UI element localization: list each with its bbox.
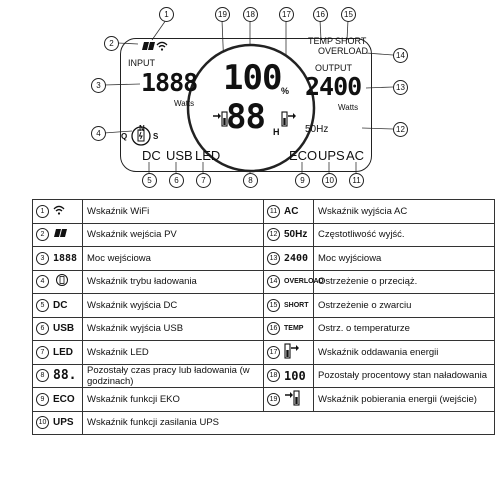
legend-number: 13 <box>267 252 280 265</box>
legend-desc: Pozostały czas pracy lub ładowania (w godzinach) <box>83 364 264 388</box>
legend-number: 12 <box>267 228 280 241</box>
callout-2: 2 <box>104 36 119 51</box>
legend-number: 2 <box>36 228 49 241</box>
overload-warning: OVERLOAD <box>318 46 369 56</box>
legend-left-icon-cell <box>33 247 83 271</box>
legend-number: 6 <box>36 322 49 335</box>
legend-number: 5 <box>36 299 49 312</box>
output-power-icon: 2400 <box>284 252 309 264</box>
legend-number: 15 <box>267 299 280 312</box>
legend-left-icon-cell <box>33 364 83 388</box>
legend-desc: Ostrzeżenie o zwarciu <box>314 294 495 318</box>
legend-left-icon-cell <box>33 317 83 341</box>
legend-desc: Wskaźnik trybu ładowania <box>83 270 264 294</box>
callout-4: 4 <box>91 126 106 141</box>
runtime-hours-icon: 88. <box>53 368 77 384</box>
ac-icon: AC <box>284 205 299 217</box>
legend-desc: Pozostały procentowy stan naładowania <box>314 364 495 388</box>
pv-input-icon <box>53 228 67 241</box>
ups-indicator: UPS <box>318 148 345 163</box>
callout-7: 7 <box>196 173 211 188</box>
legend-desc: Moc wejściowa <box>83 247 264 271</box>
legend-right-icon-cell <box>264 247 314 271</box>
legend-number: 14 <box>267 275 280 288</box>
battery-percent-display: 100 <box>223 58 282 98</box>
frequency-icon: 50Hz <box>284 229 308 241</box>
callout-19: 19 <box>215 7 230 22</box>
callout-10: 10 <box>322 173 337 188</box>
short-warning: SHORT <box>335 36 367 46</box>
legend-number: 7 <box>36 346 49 359</box>
callout-12: 12 <box>393 122 408 137</box>
legend-desc: Częstotliwość wyjść. <box>314 223 495 247</box>
legend-desc: Wskaźnik pobierania energii (wejście) <box>314 388 495 412</box>
legend-number: 1 <box>36 205 49 218</box>
legend-number: 4 <box>36 275 49 288</box>
legend-right-icon-cell <box>264 223 314 247</box>
legend-desc: Ostrz. o temperaturze <box>314 317 495 341</box>
legend-row <box>33 341 495 365</box>
runtime-hours-display: 88 <box>226 97 265 137</box>
callout-14: 14 <box>393 48 408 63</box>
callout-18: 18 <box>243 7 258 22</box>
legend-number: 8 <box>36 369 49 382</box>
legend-desc: Moc wyjściowa <box>314 247 495 271</box>
legend-row <box>33 247 495 271</box>
legend-right-icon-cell <box>264 270 324 294</box>
temp-warning: TEMP <box>308 36 334 46</box>
legend-number: 18 <box>267 369 280 382</box>
mode-s-label: S <box>153 132 159 141</box>
legend-desc: Wskaźnik wyjścia DC <box>83 294 264 318</box>
battery-percent-icon: 100 <box>284 368 306 383</box>
legend-desc: Wskaźnik wejścia PV <box>83 223 264 247</box>
legend-desc: Wskaźnik oddawania energii <box>314 341 495 365</box>
mode-q-label: Q <box>121 132 128 141</box>
legend-row <box>33 270 495 294</box>
legend-desc: Wskaźnik wyjścia AC <box>314 200 495 224</box>
legend-right-icon-cell <box>264 317 314 341</box>
legend-right-icon-cell <box>264 388 314 412</box>
legend-row <box>33 200 495 224</box>
legend-row <box>33 411 495 435</box>
legend-row <box>33 223 495 247</box>
output-unit: Watts <box>338 103 359 112</box>
legend-left-icon-cell <box>33 223 83 247</box>
usb-indicator: USB <box>166 148 193 163</box>
output-label: OUTPUT <box>315 63 352 73</box>
legend-right-icon-cell <box>264 294 314 318</box>
eco-indicator: ECO <box>289 148 318 163</box>
legend-left-icon-cell <box>33 294 83 318</box>
led-icon: LED <box>53 346 73 358</box>
legend-number: 9 <box>36 393 49 406</box>
callout-15: 15 <box>341 7 356 22</box>
legend-number: 16 <box>267 322 280 335</box>
input-unit: Watts <box>174 99 195 108</box>
legend-row <box>33 364 495 388</box>
callout-16: 16 <box>313 7 328 22</box>
frequency-display: 50Hz <box>305 124 329 135</box>
dc-indicator: DC <box>142 148 161 163</box>
ac-indicator: AC <box>346 148 365 163</box>
legend-number: 19 <box>267 393 280 406</box>
callout-6: 6 <box>169 173 184 188</box>
callout-3: 3 <box>91 78 106 93</box>
wifi-icon <box>53 205 65 218</box>
dc-icon: DC <box>53 299 68 311</box>
callout-1: 1 <box>159 7 174 22</box>
ups-icon: UPS <box>53 417 74 429</box>
overload-icon: OVERLOAD <box>284 278 324 286</box>
charge-mode-icon <box>53 273 71 290</box>
legend-desc: Wskaźnik WiFi <box>83 200 264 224</box>
discharging-output-icon <box>281 110 297 133</box>
legend-left-icon-cell <box>33 411 83 435</box>
input-label: INPUT <box>128 58 155 68</box>
legend-number: 17 <box>267 346 280 359</box>
mode-n-label: N <box>139 124 145 133</box>
legend-right-icon-cell <box>264 341 314 365</box>
legend-number: 11 <box>267 205 280 218</box>
legend-left-icon-cell <box>33 270 83 294</box>
callout-5: 5 <box>142 173 157 188</box>
callout-9: 9 <box>295 173 310 188</box>
callout-8: 8 <box>243 173 258 188</box>
callout-13: 13 <box>393 80 408 95</box>
charging-input-icon <box>212 110 228 133</box>
led-indicator: LED <box>195 148 221 163</box>
hours-unit: H <box>273 127 280 137</box>
legend-right-icon-cell <box>264 200 314 224</box>
legend-number: 10 <box>36 416 49 429</box>
legend-number: 3 <box>36 252 49 265</box>
legend-row <box>33 388 495 412</box>
legend-desc: Wskaźnik funkcji zasilania UPS <box>83 411 495 435</box>
legend-desc: Ostrzeżenie o przeciąż. <box>314 270 495 294</box>
eco-icon: ECO <box>53 393 75 405</box>
output-power-display: 2400 <box>305 72 362 101</box>
legend-left-icon-cell <box>33 388 83 412</box>
pv-input-icon <box>141 38 155 56</box>
charging-input-icon <box>284 390 300 409</box>
legend-desc: Wskaźnik funkcji EKO <box>83 388 264 412</box>
input-power-icon: 1888 <box>53 252 78 264</box>
temp-icon: TEMP <box>284 325 304 333</box>
callout-11: 11 <box>349 173 364 188</box>
legend-desc: Wskaźnik LED <box>83 341 264 365</box>
legend-row <box>33 294 495 318</box>
legend-row <box>33 317 495 341</box>
input-power-display: 1888 <box>141 68 198 97</box>
short-icon: SHORT <box>284 301 309 309</box>
legend-table <box>32 199 495 435</box>
percent-unit: % <box>281 86 290 96</box>
wifi-icon <box>156 38 168 56</box>
legend-left-icon-cell <box>33 200 83 224</box>
legend-left-icon-cell <box>33 341 83 365</box>
legend-desc: Wskaźnik wyjścia USB <box>83 317 264 341</box>
discharging-output-icon <box>284 343 300 362</box>
callout-17: 17 <box>279 7 294 22</box>
usb-icon: USB <box>53 323 75 335</box>
legend-right-icon-cell <box>264 364 314 388</box>
